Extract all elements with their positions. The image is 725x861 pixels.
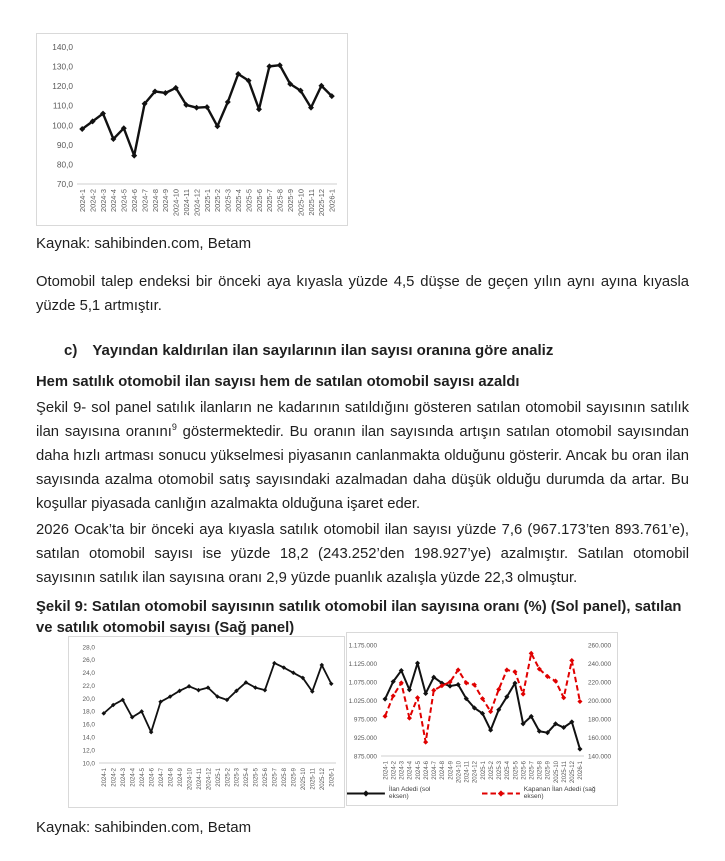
footnote-ref-9: 9 [171, 422, 177, 433]
svg-text:2025-8: 2025-8 [275, 189, 285, 213]
svg-text:2024-2: 2024-2 [111, 768, 118, 787]
svg-text:2026-1: 2026-1 [329, 768, 336, 787]
svg-text:100,0: 100,0 [52, 120, 73, 131]
svg-text:2024-2: 2024-2 [88, 189, 98, 213]
svg-text:2025-2: 2025-2 [225, 768, 232, 787]
svg-text:2025-6: 2025-6 [521, 761, 528, 780]
svg-text:2024-5: 2024-5 [139, 768, 146, 787]
counts-chart-box [346, 632, 618, 806]
svg-text:2025-1: 2025-1 [215, 768, 222, 787]
svg-text:2025-3: 2025-3 [497, 761, 504, 780]
svg-text:1.125.000: 1.125.000 [348, 660, 377, 668]
svg-text:2024-7: 2024-7 [158, 768, 165, 787]
demand-index-chart-box [36, 33, 348, 226]
svg-text:180.000: 180.000 [588, 716, 612, 724]
svg-text:1.025.000: 1.025.000 [348, 697, 377, 705]
source-note-bottom: Kaynak: sahibinden.com, Betam [36, 819, 252, 836]
svg-text:2025-8: 2025-8 [282, 768, 289, 787]
svg-text:2024-9: 2024-9 [177, 768, 184, 787]
svg-text:2024-12: 2024-12 [472, 761, 479, 784]
svg-text:2025-12: 2025-12 [317, 189, 327, 217]
ratio-line-chart [69, 637, 344, 807]
counts-chart-legend [347, 786, 617, 800]
svg-text:2024-3: 2024-3 [399, 761, 406, 780]
svg-text:2025-7: 2025-7 [529, 761, 536, 780]
svg-text:925.000: 925.000 [353, 734, 377, 742]
svg-text:2024-1: 2024-1 [102, 768, 109, 787]
svg-text:260.000: 260.000 [588, 642, 612, 650]
svg-text:14,0: 14,0 [82, 734, 95, 742]
svg-text:1.075.000: 1.075.000 [348, 679, 377, 687]
svg-text:2024-1: 2024-1 [383, 761, 390, 780]
svg-text:2024-7: 2024-7 [432, 761, 439, 780]
svg-text:2025-11: 2025-11 [306, 189, 316, 216]
legend-label-kapanan-ilan: Kapanan İlan Adedi (sağ eksen) [523, 786, 596, 800]
svg-text:28,0: 28,0 [82, 644, 95, 652]
svg-text:80,0: 80,0 [56, 159, 73, 170]
section-heading-c [64, 342, 684, 359]
svg-text:875.000: 875.000 [353, 753, 377, 761]
svg-text:2024-4: 2024-4 [130, 768, 137, 787]
svg-text:2024-10: 2024-10 [456, 761, 463, 784]
svg-text:140,0: 140,0 [52, 41, 73, 52]
section-heading-text: Yayından kaldırılan ilan sayılarının ilan sayısı oranına göre analiz [92, 342, 554, 359]
svg-text:2025-10: 2025-10 [296, 189, 306, 217]
svg-text:2025-2: 2025-2 [488, 761, 495, 780]
svg-text:2024-3: 2024-3 [98, 189, 108, 213]
svg-text:2025-6: 2025-6 [254, 189, 264, 213]
svg-text:2024-11: 2024-11 [196, 768, 203, 790]
svg-text:1.175.000: 1.175.000 [348, 642, 377, 650]
svg-text:2025-9: 2025-9 [545, 761, 552, 780]
svg-text:2024-6: 2024-6 [149, 768, 156, 787]
svg-text:2025-11: 2025-11 [310, 768, 317, 790]
svg-text:110,0: 110,0 [52, 100, 73, 111]
svg-text:2025-5: 2025-5 [253, 768, 260, 787]
svg-text:2025-10: 2025-10 [553, 761, 560, 784]
subheading-bold: Hem satılık otomobil ilan sayısı hem de satılan otomobil sayısı azaldı [36, 374, 520, 390]
svg-text:2026-1: 2026-1 [327, 189, 337, 213]
paragraph-sekil9-part1: Şekil 9- sol panel satılık ilanların ne kadarının satıldığını gösteren satılan otomobil sayısının satılık ilan sayısına oranını [36, 400, 689, 440]
svg-text:2025-3: 2025-3 [234, 768, 241, 787]
svg-text:2024-11: 2024-11 [182, 189, 192, 216]
paragraph-sekil9-part2: göstermektedir. Bu oranın ilan sayısında artışın satılan otomobil sayısından daha hızlı artması sonucu yükselmesi piyasanın canlanmakta olduğunu gösterir. Ancak bu oran ilan sayısında azalma otomobil satış sayısındaki azalmadan daha düşük olduğu durumda da artar. Bu koşullar piyasada canlığın azalmakta olduğuna işaret eder. [36, 424, 689, 512]
svg-text:2025-4: 2025-4 [244, 768, 251, 787]
svg-text:120,0: 120,0 [52, 81, 73, 92]
svg-text:10,0: 10,0 [82, 760, 95, 768]
svg-text:22,0: 22,0 [82, 682, 95, 690]
svg-text:220.000: 220.000 [588, 679, 612, 687]
svg-text:2025-3: 2025-3 [223, 189, 233, 213]
svg-text:2024-11: 2024-11 [464, 761, 471, 783]
svg-text:2025-11: 2025-11 [561, 761, 568, 783]
svg-text:2025-8: 2025-8 [537, 761, 544, 780]
paragraph-2026-figures: 2026 Ocak’ta bir önceki aya kıyasla satılık otomobil ilan sayısı yüzde 7,6 (967.173’ten 893.761’e), satılan otomobil sayısı ise yüzde 18,2 (243.252’den 198.927’ye) azalmıştır. Satılan otomobil sayısının satılık ilan sayısına oranı 2,9 yüzde puanlık azalışla yüzde 22,3 olmuştur. [36, 522, 689, 586]
legend-red-dashed-line-icon [482, 789, 520, 798]
svg-text:2025-5: 2025-5 [513, 761, 520, 780]
legend-label-ilan-adedi: İlan Adedi (sol eksen) [388, 786, 431, 800]
svg-text:975.000: 975.000 [353, 716, 377, 724]
svg-text:2025-4: 2025-4 [505, 761, 512, 780]
svg-text:2024-12: 2024-12 [192, 189, 202, 217]
svg-text:2025-5: 2025-5 [244, 189, 254, 213]
svg-text:2024-6: 2024-6 [130, 189, 140, 213]
svg-text:200.000: 200.000 [588, 697, 612, 705]
svg-text:26,0: 26,0 [82, 657, 95, 665]
svg-text:2024-1: 2024-1 [78, 189, 88, 213]
svg-text:2025-9: 2025-9 [286, 189, 296, 213]
paragraph-demand-index: Otomobil talep endeksi bir önceki aya kıyasla yüzde 4,5 düşse de geçen yılın aynı ayına kıyasla yüzde 5,1 artmıştır. [36, 274, 689, 314]
svg-text:2025-9: 2025-9 [291, 768, 298, 787]
figure9-caption: Şekil 9: Satılan otomobil sayısının satılık otomobil ilan sayısına oranı (%) (Sol panel), satılan ve satılık otomobil sayısı (Sağ panel) [36, 599, 682, 636]
svg-text:2024-8: 2024-8 [150, 189, 160, 213]
svg-text:2024-5: 2024-5 [119, 189, 129, 213]
svg-text:2024-9: 2024-9 [161, 189, 171, 213]
svg-text:2024-6: 2024-6 [423, 761, 430, 780]
svg-text:2025-4: 2025-4 [234, 189, 244, 213]
svg-text:2025-12: 2025-12 [570, 761, 577, 784]
svg-text:2024-10: 2024-10 [187, 768, 194, 791]
svg-text:2024-8: 2024-8 [440, 761, 447, 780]
paragraph-sekil9-explain [36, 396, 689, 516]
legend-black-line-icon [347, 789, 385, 798]
svg-text:12,0: 12,0 [82, 747, 95, 755]
svg-text:2026-1: 2026-1 [578, 761, 585, 780]
svg-text:2024-7: 2024-7 [140, 189, 150, 213]
svg-text:2025-10: 2025-10 [301, 768, 308, 791]
svg-text:16,0: 16,0 [82, 721, 95, 729]
legend-item-kapanan-ilan [482, 786, 617, 800]
svg-text:130,0: 130,0 [52, 61, 73, 72]
legend-item-ilan-adedi [347, 786, 452, 800]
svg-text:2024-8: 2024-8 [168, 768, 175, 787]
svg-text:2025-2: 2025-2 [213, 189, 223, 213]
svg-text:70,0: 70,0 [56, 178, 73, 189]
svg-text:2024-5: 2024-5 [415, 761, 422, 780]
svg-text:2024-3: 2024-3 [120, 768, 127, 787]
svg-text:2024-4: 2024-4 [109, 189, 119, 213]
svg-text:2025-1: 2025-1 [480, 761, 487, 780]
svg-text:140.000: 140.000 [588, 753, 612, 761]
counts-dual-axis-chart [347, 633, 617, 805]
svg-text:90,0: 90,0 [56, 139, 73, 150]
svg-text:2025-6: 2025-6 [263, 768, 270, 787]
demand-index-line-chart [37, 34, 347, 225]
svg-text:2024-2: 2024-2 [391, 761, 398, 780]
svg-text:2024-4: 2024-4 [407, 761, 414, 780]
section-heading-marker: c) [64, 342, 78, 359]
ratio-chart-box [68, 636, 345, 808]
source-note-top: Kaynak: sahibinden.com, Betam [36, 235, 252, 252]
svg-text:240.000: 240.000 [588, 660, 612, 668]
svg-text:160.000: 160.000 [588, 734, 612, 742]
svg-text:24,0: 24,0 [82, 670, 95, 678]
svg-text:2025-1: 2025-1 [202, 189, 212, 213]
svg-text:2025-7: 2025-7 [272, 768, 279, 787]
svg-text:2024-9: 2024-9 [448, 761, 455, 780]
svg-text:2025-12: 2025-12 [320, 768, 327, 791]
svg-text:18,0: 18,0 [82, 708, 95, 716]
svg-text:2025-7: 2025-7 [265, 189, 275, 213]
svg-text:20,0: 20,0 [82, 695, 95, 703]
svg-text:2024-10: 2024-10 [171, 189, 181, 217]
svg-text:2024-12: 2024-12 [206, 768, 213, 791]
